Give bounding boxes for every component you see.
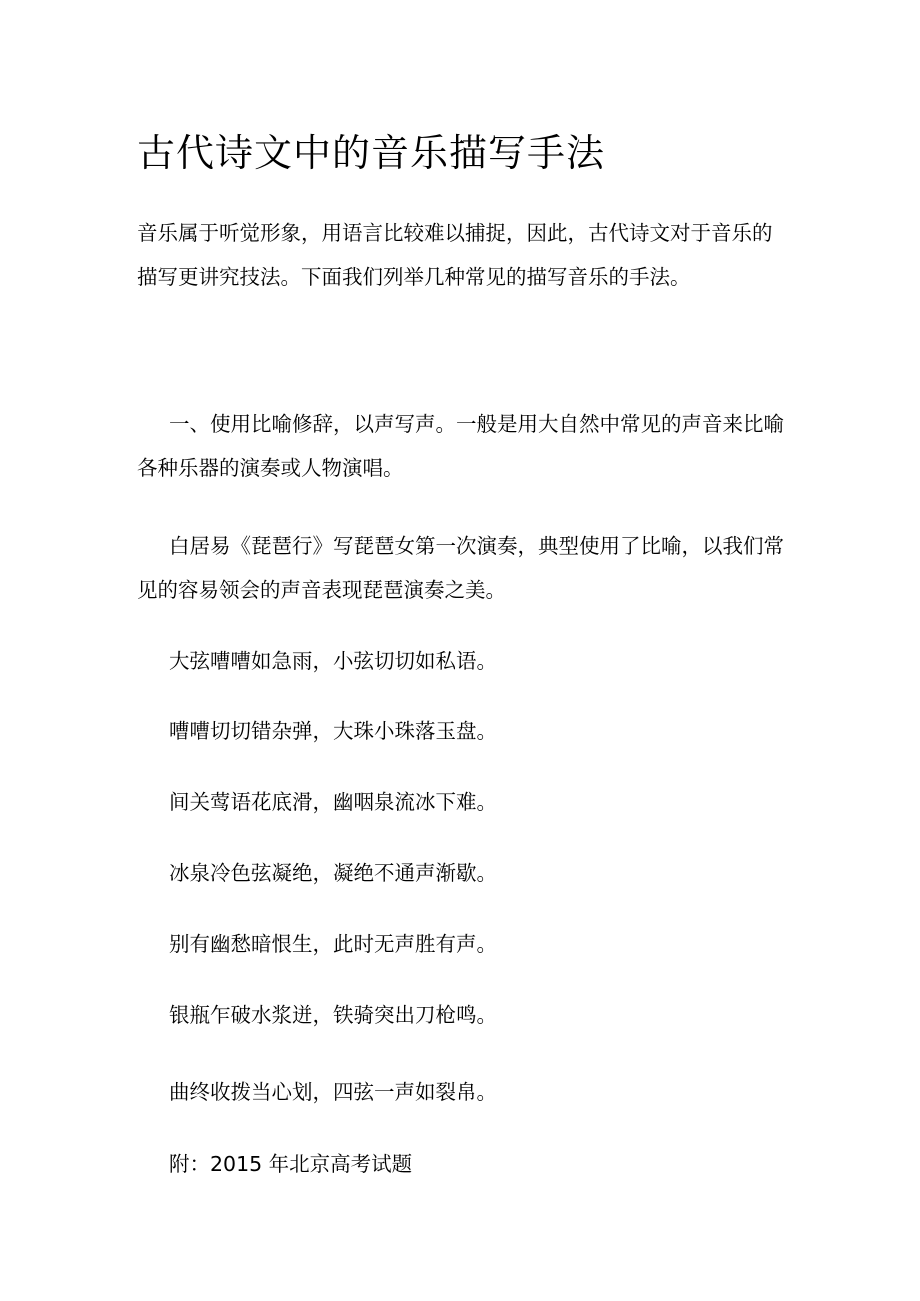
section-1-paragraph: 一、使用比喻修辞，以声写声。一般是用大自然中常见的声音来比喻各种乐器的演奏或人物演唱。 <box>137 412 784 480</box>
verse-line-5: 别有幽愁暗恨生，此时无声胜有声。 <box>169 932 497 956</box>
document-title: 古代诗文中的音乐描写手法 <box>137 131 606 175</box>
verse-line-2: 嘈嘈切切错杂弹，大珠小珠落玉盘。 <box>169 719 497 743</box>
intro-paragraph: 音乐属于听觉形象，用语言比较难以捕捉，因此，古代诗文对于音乐的描写更讲究技法。下面我们列举几种常见的描写音乐的手法。 <box>137 221 773 289</box>
verse-line-3: 间关莺语花底滑，幽咽泉流冰下难。 <box>169 790 497 814</box>
verse-line-7: 曲终收拨当心划，四弦一声如裂帛。 <box>169 1080 497 1104</box>
example-intro-paragraph: 白居易《琵琶行》写琵琶女第一次演奏，典型使用了比喻，以我们常见的容易领会的声音表现琵琶演奏之美。 <box>137 534 784 602</box>
verse-line-1: 大弦嘈嘈如急雨，小弦切切如私语。 <box>169 649 497 673</box>
appendix-line: 附：2015 年北京高考试题 <box>169 1152 413 1176</box>
verse-line-6: 银瓶乍破水浆迸，铁骑突出刀枪鸣。 <box>169 1003 497 1027</box>
verse-line-4: 冰泉冷色弦凝绝，凝绝不通声渐歇。 <box>169 861 497 885</box>
